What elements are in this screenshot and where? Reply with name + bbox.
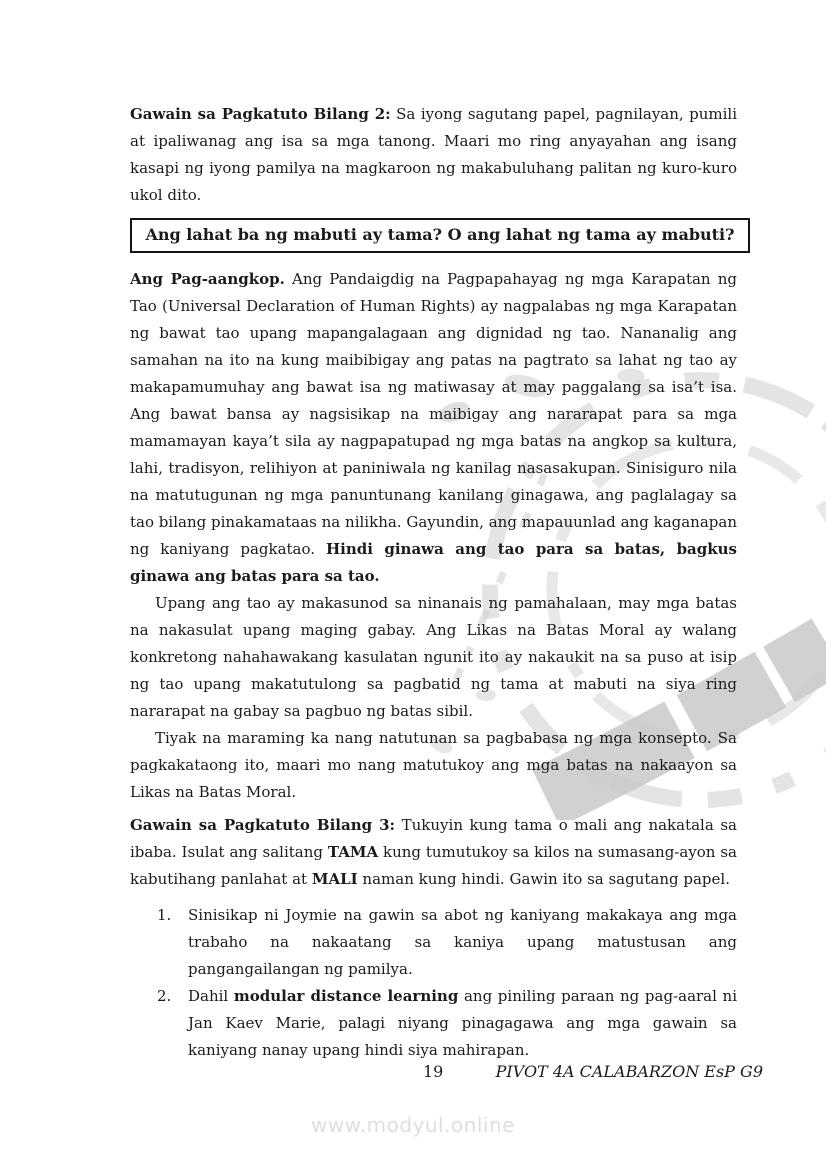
numbered-list (130, 902, 737, 1064)
list-item (130, 902, 737, 983)
item-text: Dahil modular distance learning ang piniling paraan ng pag-aaral ni Jan Kaev Marie, palagi niyang pinagagawa ang mga gawain sa kaniyang nanay upang hindi siya mahirapan. (188, 987, 738, 1059)
list-item (130, 983, 737, 1064)
content-column (130, 101, 737, 1064)
paragraph-gawain-3: Gawain sa Pagkatuto Bilang 3: Tukuyin kung tama o mali ang nakatala sa ibaba. Isulat ang salitang TAMA kung tumutukoy sa kilos na sumasang-ayon sa kabutihang panlahat at MALI naman kung hindi. Gawin ito sa sagutang papel. (130, 816, 737, 888)
paragraph-pag-aangkop: Ang Pag-aangkop. Ang Pandaigdig na Pagpapahayag ng mga Karapatan ng Tao (Universal Declaration of Human Rights) ay nagpalabas ng mga Karapatan ng bawat tao upang mapangalagaan ang dignidad ng tao. Nananalig ang samahan na ito na kung maibibigay ang patas na pagtrato sa lahat ng tao ay makapamumuhay ang bawat isa ng matiwasay at may paggalang sa isa’t isa. Ang bawat bansa ay nagsisikap na maibigay ang nararapat para sa mga mamamayan kaya’t sila ay nagpapatupad ng mga batas na angkop sa kultura, lahi, tradisyon, relihiyon at paniniwala ng kanilag nasasakupan. Sinisiguro nila na matutugunan ng mga panuntunang kanilang ginagawa, ang paglalagay sa tao bilang pinakamataas na nilikha. Gayundin, ang mapauunlad ang kaganapan ng kaniyang pagkatao. Hindi ginawa ang tao para sa batas, bagkus ginawa ang batas para sa tao. (130, 270, 738, 585)
item-number: 2. (157, 987, 172, 1005)
paragraph-upang: Upang ang tao ay makasunod sa ninanais ng pamahalaan, may mga batas na nakasulat upang maging gabay. Ang Likas na Batas Moral ay walang konkretong nahahawakang kasulatan ngunit ito ay nakaukit na sa puso at isip ng tao upang makatutulong sa pagbatid ng tama at mabuti na siya ring nararapat na gabay sa pagbuo ng batas sibil. (130, 594, 737, 720)
page-number: 19 (423, 1062, 444, 1081)
item-text: Sinisikap ni Joymie na gawin sa abot ng kaniyang makakaya ang mga trabaho na nakaatang sa kaniya upang matustusan ang pangangailangan ng pamilya. (188, 906, 737, 978)
page-footer (130, 1062, 763, 1088)
item-number: 1. (157, 906, 172, 924)
question-box-text: Ang lahat ba ng mabuti ay tama? O ang lahat ng tama ay mabuti? (145, 225, 735, 244)
paragraph-tiyak: Tiyak na maraming ka nang natutunan sa pagbabasa ng mga konsepto. Sa pagkakataong ito, maari mo nang matutukoy ang mga batas na nakaayon sa Likas na Batas Moral. (130, 729, 737, 801)
paragraph-gawain-2: Gawain sa Pagkatuto Bilang 2: Sa iyong sagutang papel, pagnilayan, pumili at ipaliwanag ang isa sa mga tanong. Maari mo ring anyayahan ang isang kasapi ng iyong pamilya na magkaroon ng makabuluhang palitan ng kuro-kuro ukol dito. (130, 105, 738, 204)
site-watermark: www.modyul.online (311, 1113, 515, 1137)
question-box (130, 218, 750, 253)
edition-label: PIVOT 4A CALABARZON EsP G9 (495, 1062, 763, 1081)
